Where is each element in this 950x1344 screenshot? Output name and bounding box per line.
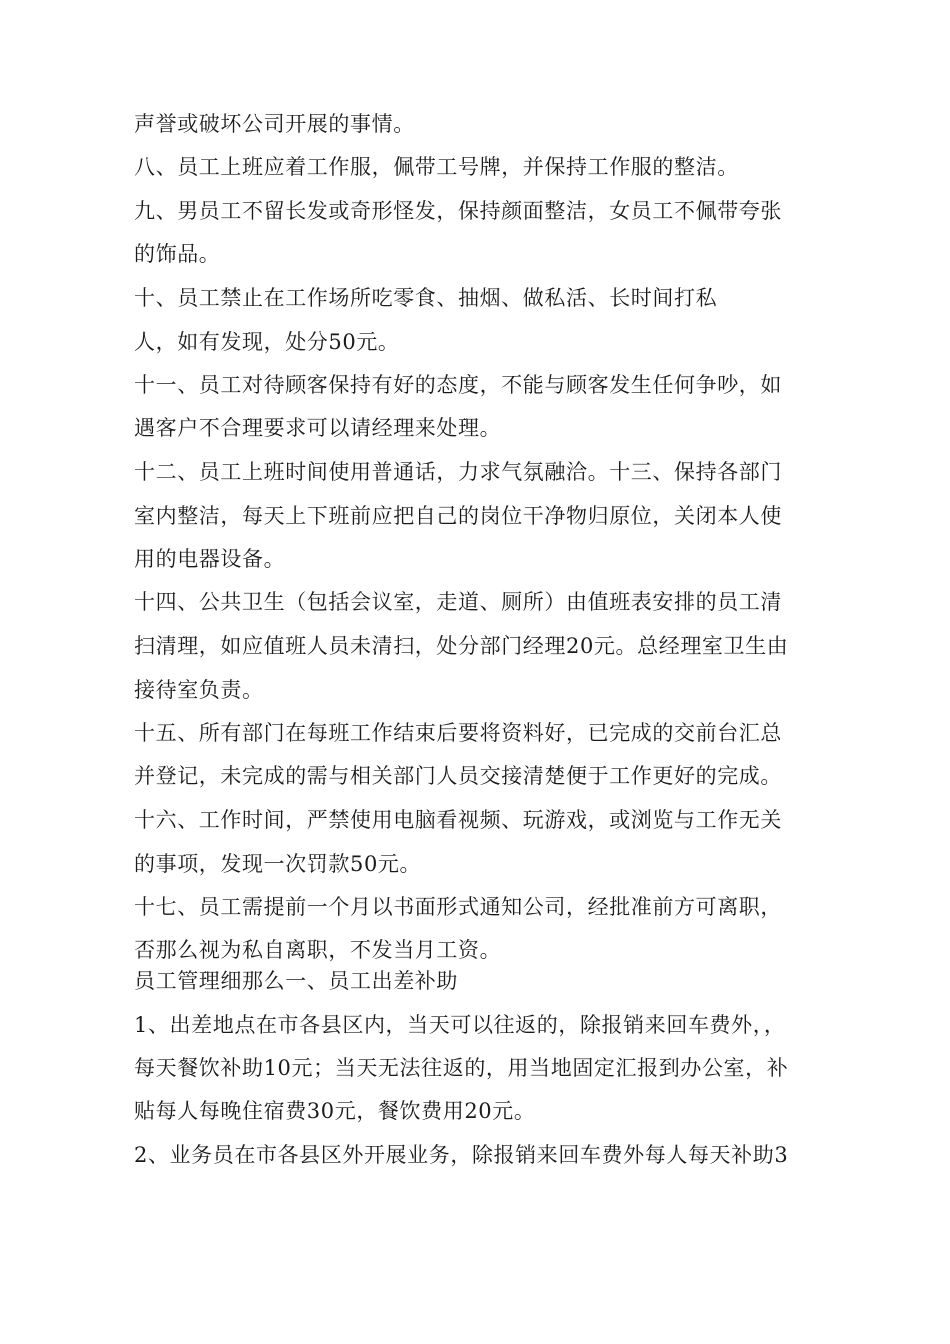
text-line: 十四、公共卫生（包括会议室，走道、厕所）由值班表安排的员工清 xyxy=(134,590,782,614)
text-line: 十六、工作时间，严禁使用电脑看视频、玩游戏，或浏览与工作无关 xyxy=(134,808,782,832)
text-line: 十一、员工对待顾客保持有好的态度，不能与顾客发生任何争吵，如 xyxy=(134,373,782,397)
text-line: 十七、员工需提前一个月以书面形式通知公司，经批准前方可离职， xyxy=(134,895,782,919)
text-line: 的饰品。 xyxy=(134,242,221,266)
text-line: 贴每人每晚住宿费30元，餐饮费用20元。 xyxy=(134,1099,536,1123)
text-line: 扫清理，如应值班人员未清扫，处分部门经理20元。总经理室卫生由 xyxy=(134,634,789,658)
text-line: 十五、所有部门在每班工作结束后要将资料好，已完成的交前台汇总 xyxy=(134,721,782,745)
text-line: 室内整洁，每天上下班前应把自己的岗位干净物归原位，关闭本人使 xyxy=(134,504,782,528)
text-line: 的事项，发现一次罚款50元。 xyxy=(134,852,422,876)
section-heading: 员工管理细那么一、员工出差补助 xyxy=(134,969,458,993)
text-line: 用的电器设备。 xyxy=(134,547,286,571)
text-line: 八、员工上班应着工作服，佩带工号牌，并保持工作服的整洁。 xyxy=(134,155,739,179)
text-line: 并登记，未完成的需与相关部门人员交接清楚便于工作更好的完成。 xyxy=(134,764,782,788)
text-line: 十二、员工上班时间使用普通话，力求气氛融洽。十三、保持各部门 xyxy=(134,460,782,484)
text-line: 每天餐饮补助10元；当天无法往返的，用当地固定汇报到办公室，补 xyxy=(134,1056,789,1080)
text-line: 人，如有发现，处分50元。 xyxy=(134,330,400,354)
text-line: 1、出差地点在市各县区内，当天可以往返的，除报销来回车费外，， xyxy=(134,1013,786,1037)
text-line: 遇客户不合理要求可以请经理来处理。 xyxy=(134,416,502,440)
text-line: 九、男员工不留长发或奇形怪发，保持颜面整洁，女员工不佩带夸张 xyxy=(134,199,782,223)
text-line: 接待室负责。 xyxy=(134,678,264,702)
text-line: 十、员工禁止在工作场所吃零食、抽烟、做私活、长时间打私 xyxy=(134,286,718,310)
text-line: 声誉或破坏公司开展的事情。 xyxy=(134,112,415,136)
text-line: 2、业务员在市各县区外开展业务，除报销来回车费外每人每天补助3 xyxy=(134,1143,789,1167)
text-line: 否那么视为私自离职，不发当月工资。 xyxy=(134,938,502,962)
